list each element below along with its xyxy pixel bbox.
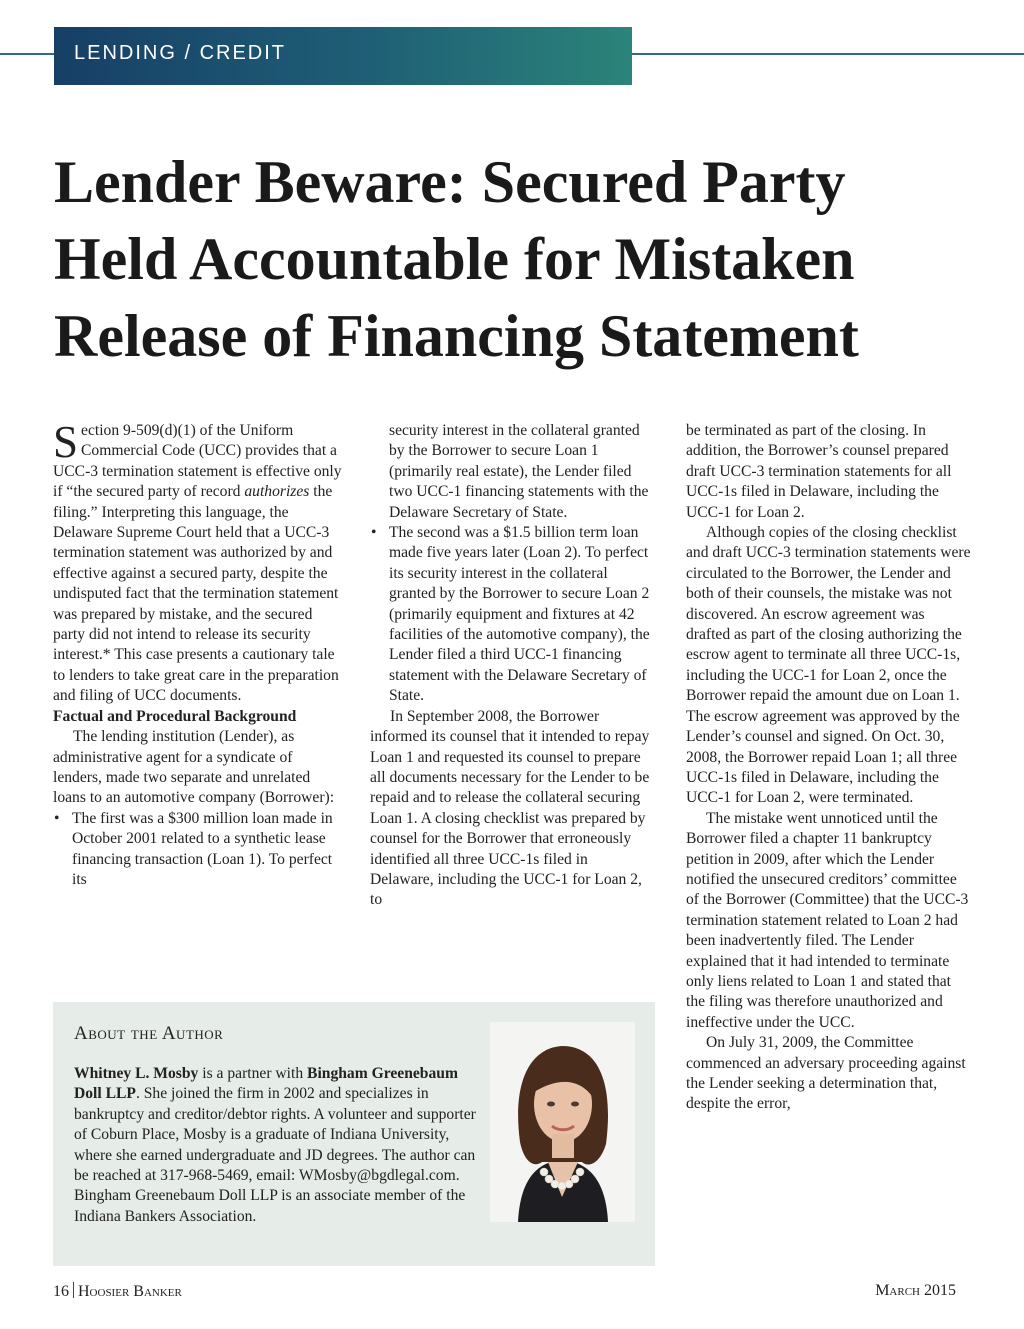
article-column-3 [686,421,971,1115]
author-name: Whitney L. Mosby [74,1065,199,1082]
intro-text: ection 9-509(d)(1) of the Uniform Commercial Code (UCC) provides that a UCC-3 termination statement is effective only if “the secured party of record [53,422,342,501]
author-bio [74,1064,481,1227]
headline-line-3: Release of Financing Statement [54,303,859,369]
article-column-1 [53,417,343,890]
author-photo [490,1022,635,1222]
drop-cap: S [53,417,79,467]
author-portrait-image [490,1022,635,1222]
intro-paragraph [53,417,343,707]
article-column-2 [370,421,655,911]
loan-list-continued [370,421,655,707]
list-item: security interest in the collateral granted by the Borrower to secure Loan 1 (primarily real estate), the Lender filed two UCC-1 financing statements with the Delaware Secretary of State. [389,422,649,521]
author-bio-text-rest: . She joined the firm in 2002 and specializes in bankruptcy and creditor/debtor rights. A volunteer and supporter of Coburn Place, Mosby is a graduate of Indiana University, where she earned undergraduate and JD degrees. The author can be reached at 317-968-5469, email: WMosby@bgdlegal.com. Bingham Greenebaum Doll LLP is an associate member of the Indiana Bankers Association. [74,1085,476,1225]
background-paragraph: The lending institution (Lender), as administrative agent for a syndicate of lenders, made two separate and unrelated loans to an automotive company (Borrower): [53,728,335,807]
body-paragraph: be terminated as part of the closing. In addition, the Borrower’s counsel prepared draft UCC-3 termination statements for all UCC-1s filed in Delaware, including the UCC-1 for Loan 2. [686,422,952,521]
issue-date: March 2015 [875,1282,956,1299]
author-firm: Bingham Greenebaum Doll LLP [74,1065,458,1103]
page-footer-left [53,1282,182,1301]
body-paragraph: On July 31, 2009, the Committee commenced an adversary proceeding against the Lender seeking a determination that, despite the error, [686,1034,966,1113]
page-number: 16 [53,1283,69,1300]
intro-text-rest: the filing.” Interpreting this language, the Delaware Supreme Court held that a UCC-3 termination statement was authorized by and effective against a secured party, despite the undisputed fact that the termination statement was prepared by mistake, and the secured party did not intend to release its security interest.* This case presents a cautionary tale to lenders to take great care in the preparation and filing of UCC documents. [53,483,339,705]
about-author-box [53,1002,655,1266]
publication-name: Hoosier Banker [78,1283,182,1300]
section-subhead: Factual and Procedural Background [53,707,297,725]
about-author-heading: About the Author [74,1023,224,1044]
loan-list [53,809,343,891]
headline-line-1: Lender Beware: Secured Party [54,149,846,215]
author-bio-text: is a partner with [198,1065,308,1082]
body-paragraph: The mistake went unnoticed until the Borrower filed a chapter 11 bankruptcy petition in 2009, after which the Lender notified the unsecured creditors’ committee of the Borrower (Committee) that the UCC-3 termination statement related to Loan 2 had been inadvertently filed. The Lender explained that it had intended to terminate only liens related to Loan 1 and stated that the filing was therefore unauthorized and ineffective under the UCC. [686,809,969,1031]
intro-emphasis: authorizes [244,483,310,501]
list-item: • The first was a $300 million loan made in October 2001 related to a synthetic lease financing transaction (Loan 1). To perfect its [53,809,343,891]
body-paragraph: Although copies of the closing checklist and draft UCC-3 termination statements were circulated to the Borrower, the Lender and both of their counsels, the mistake was not discovered. An escrow agreement was drafted as part of the closing authorizing the escrow agent to terminate all three UCC-1s, including the UCC-1 for Loan 2, once the Borrower repaid the amount due on Loan 1. The escrow agreement was approved by the Lender’s counsel and signed. On Oct. 30, 2008, the Borrower repaid Loan 1; all three UCC-1s filed in Delaware, including the UCC-1 for Loan 2, were terminated. [686,524,971,807]
footer-divider [73,1282,74,1298]
article-headline [54,144,994,375]
section-banner-label: LENDING / CREDIT [74,42,287,64]
body-paragraph: In September 2008, the Borrower informed its counsel that it intended to repay Loan 1 and requested its counsel to prepare all documents necessary for the Lender to be repaid and to release the collateral securing Loan 1. A closing checklist was prepared by counsel for the Borrower that erroneously identified all three UCC-1s filed in Delaware, including the UCC-1 for Loan 2, to [370,707,650,909]
list-item: • The second was a $1.5 billion term loan made five years later (Loan 2). To perfect its security interest in the collateral granted by the Borrower to secure Loan 2 (primarily equipment and fixtures at 42 facilities of the automotive company), the Lender filed a third UCC-1 financing statement with the Delaware Secretary of State. [370,523,655,707]
headline-line-2: Held Accountable for Mistaken [54,226,855,292]
section-banner [54,27,632,85]
